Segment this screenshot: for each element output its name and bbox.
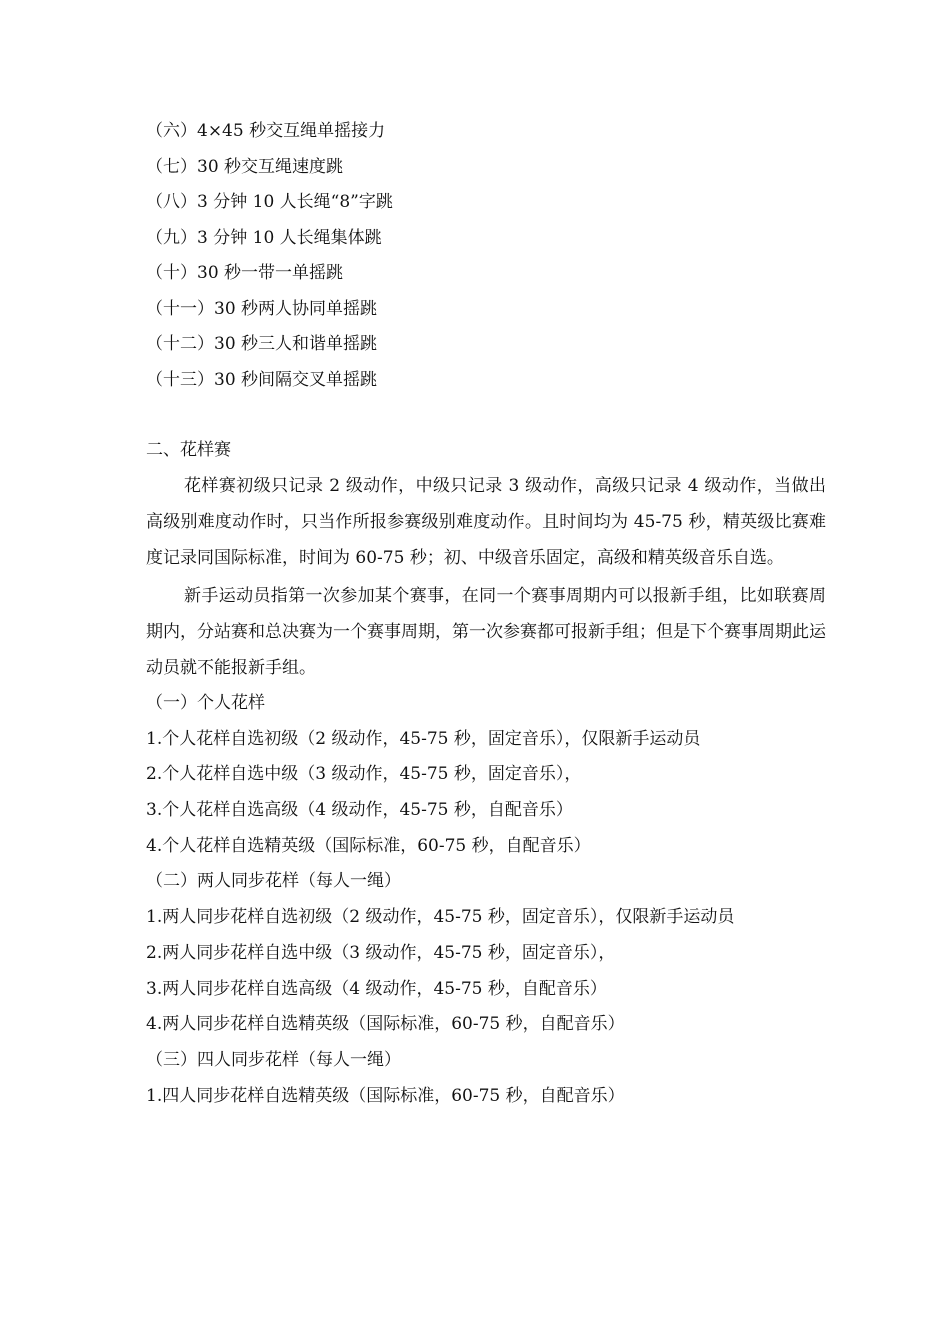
section-heading: 二、花样赛 [146, 440, 231, 460]
event-list [146, 114, 826, 398]
subsection-heading: （三）四人同步花样（每人一绳） [146, 1049, 401, 1070]
list-item: 1.四人同步花样自选精英级（国际标准，60-75 秒，自配音乐） [146, 1085, 625, 1106]
list-item: 4.两人同步花样自选精英级（国际标准，60-75 秒，自配音乐） [146, 1014, 625, 1035]
section-freestyle [146, 432, 826, 1114]
list-item: （十一）30 秒两人协同单摇跳 [146, 298, 378, 319]
list-item: （十）30 秒一带一单摇跳 [146, 263, 344, 283]
list-item: 4.个人花样自选精英级（国际标准，60-75 秒，自配音乐） [146, 835, 591, 856]
list-item: （九）3 分钟 10 人长绳集体跳 [146, 227, 382, 248]
paragraph: 花样赛初级只记录 2 级动作，中级只记录 3 级动作，高级只记录 4 级动作，当做出高级别难度动作时，只当作所报参赛级别难度动作。且时间均为 45-75 秒，精英级比赛难度记录同国际标准，时间为 60-75 秒；初、中级音乐固定，高级和精英级音乐自选。 [146, 476, 826, 568]
list-item: 3.个人花样自选高级（4 级动作，45-75 秒，自配音乐） [146, 800, 573, 821]
list-item: （十二）30 秒三人和谐单摇跳 [146, 334, 378, 354]
list-item: 1.个人花样自选初级（2 级动作，45-75 秒，固定音乐），仅限新手运动员 [146, 728, 701, 749]
list-item: （七）30 秒交互绳速度跳 [146, 156, 344, 177]
freestyle-list [146, 686, 826, 1114]
list-item: （十三）30 秒间隔交叉单摇跳 [146, 369, 378, 390]
list-item: 2.个人花样自选中级（3 级动作，45-75 秒，固定音乐）， [146, 764, 582, 785]
list-item: 3.两人同步花样自选高级（4 级动作，45-75 秒，自配音乐） [146, 978, 607, 999]
list-item: （六）4×45 秒交互绳单摇接力 [146, 121, 386, 141]
paragraph: 新手运动员指第一次参加某个赛事，在同一个赛事周期内可以报新手组，比如联赛周期内，分站赛和总决赛为一个赛事周期，第一次参赛都可报新手组；但是下个赛事周期此运动员就不能报新手组。 [146, 586, 826, 678]
subsection-heading: （二）两人同步花样（每人一绳） [146, 871, 401, 892]
list-item: 2.两人同步花样自选中级（3 级动作，45-75 秒，固定音乐）， [146, 942, 616, 963]
list-item: （八）3 分钟 10 人长绳“8”字跳 [146, 192, 393, 212]
list-item: 1.两人同步花样自选初级（2 级动作，45-75 秒，固定音乐），仅限新手运动员 [146, 907, 735, 928]
subsection-heading: （一）个人花样 [146, 693, 265, 713]
